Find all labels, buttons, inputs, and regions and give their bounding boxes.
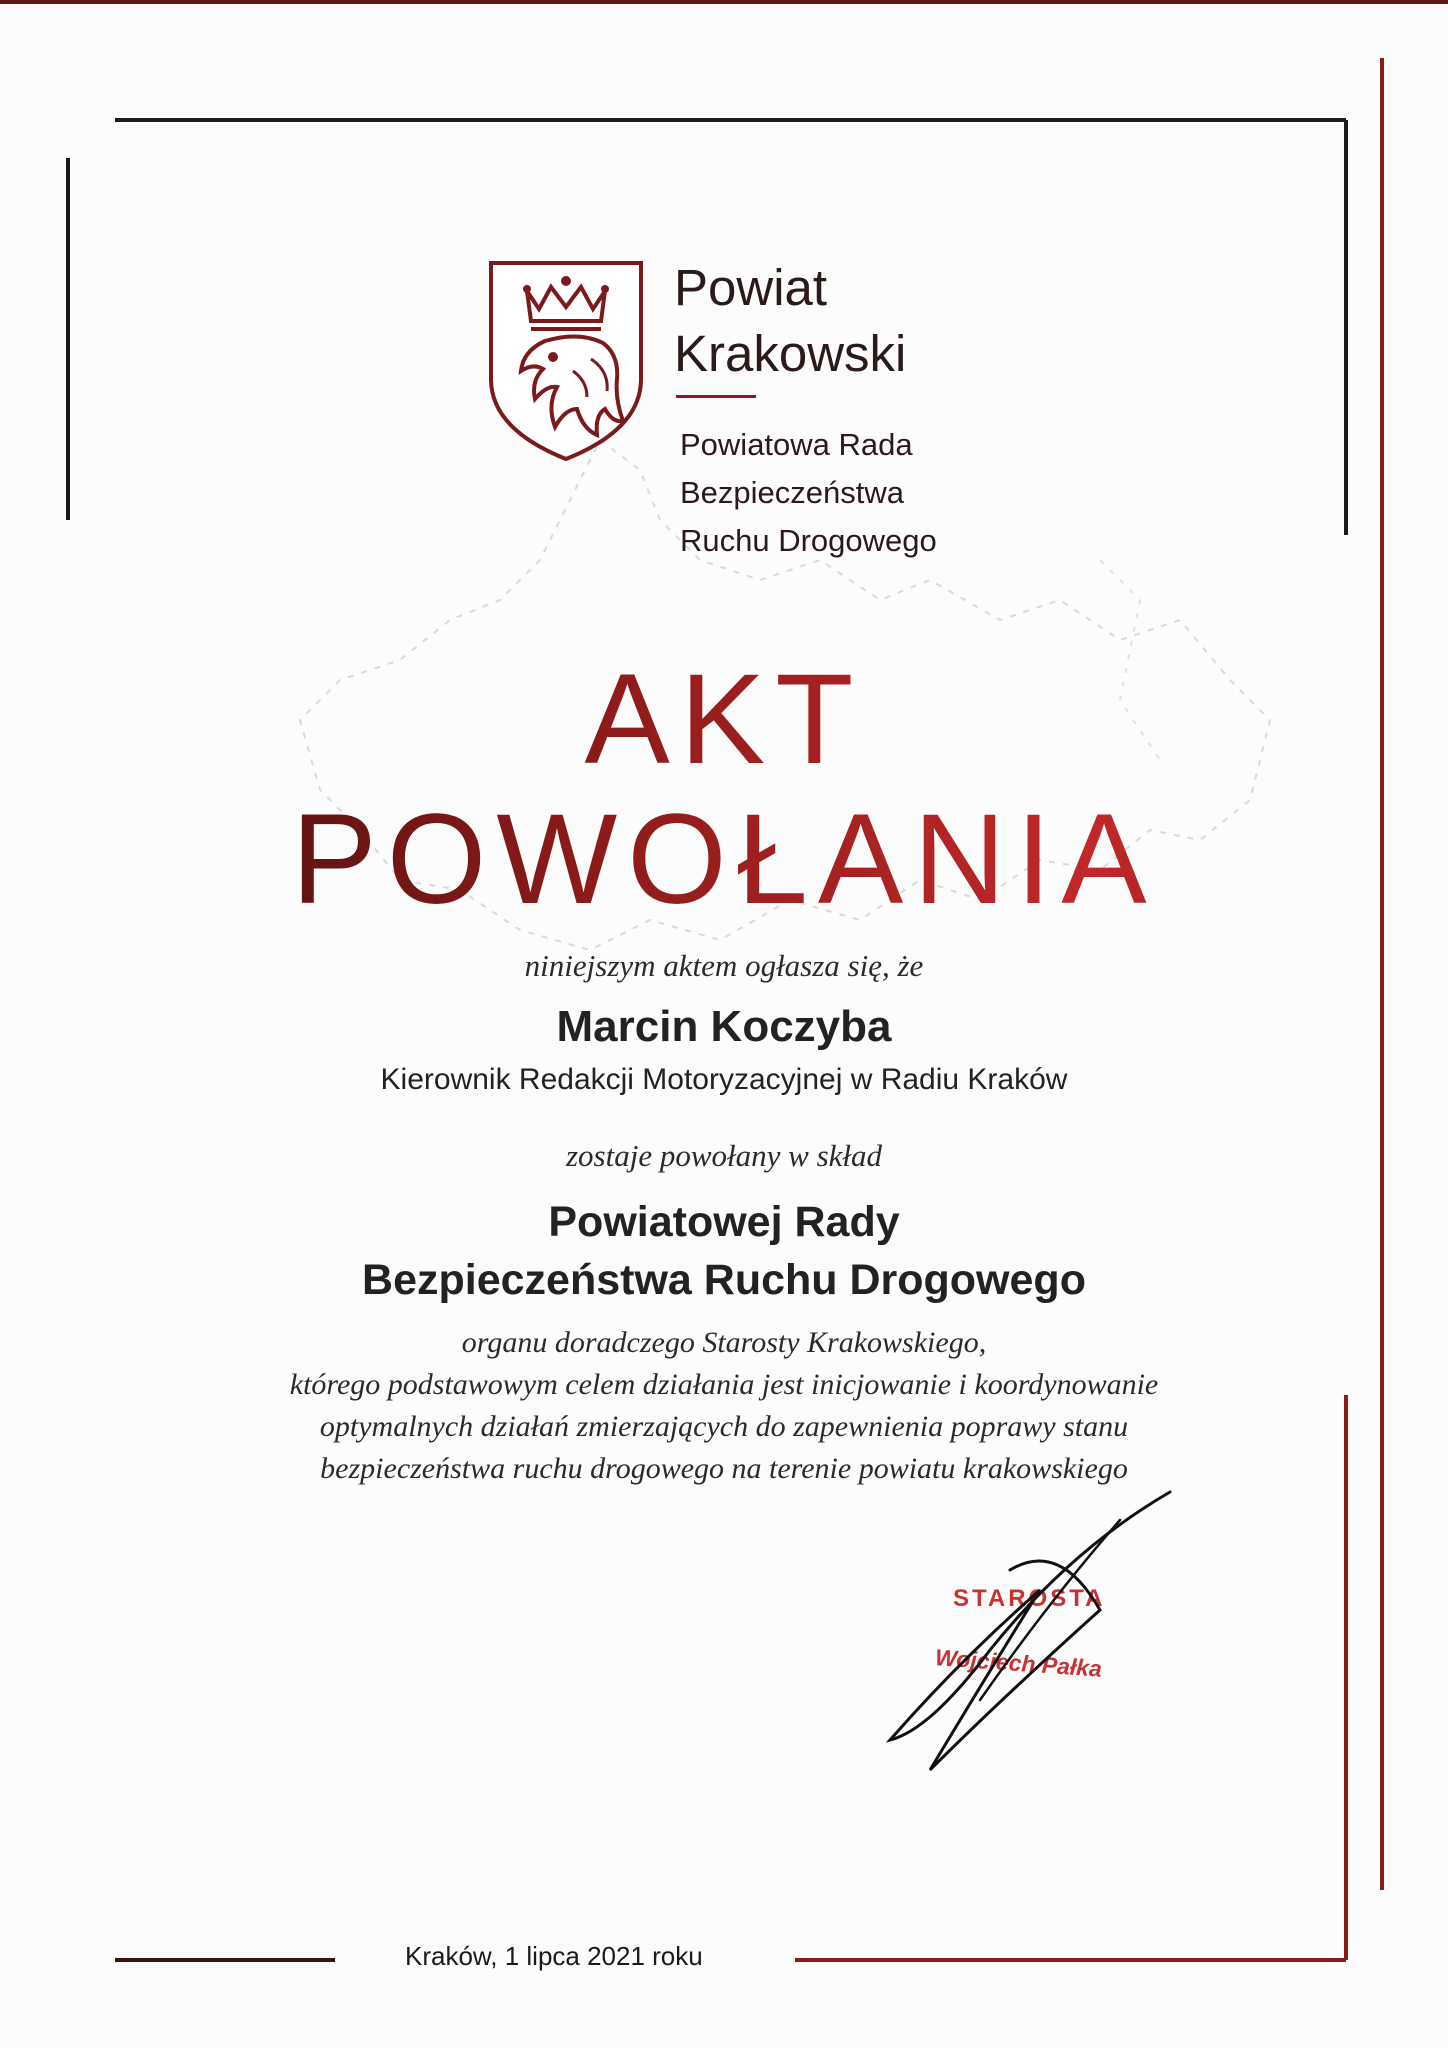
stamp-name: Wojciech Pałka: [934, 1644, 1103, 1682]
council-header-line1: Powiatowa Rada: [680, 427, 913, 462]
document-title-line2: POWOŁANIA: [291, 788, 1157, 931]
document-title: [0, 650, 1448, 930]
person-role: Kierownik Redakcji Motoryzacyjnej w Radiu Kraków: [380, 1063, 1068, 1096]
county-name-line2: Krakowski: [674, 325, 907, 382]
council-name-line1: Powiatowej Rady: [548, 1198, 900, 1246]
description-line2: którego podstawowym celem działania jest inicjowanie i koordynowanie: [289, 1368, 1159, 1401]
council-name-line2: Bezpieczeństwa Ruchu Drogowego: [362, 1256, 1086, 1304]
place-and-date: Kraków, 1 lipca 2021 roku: [405, 1941, 703, 1971]
appointed-text: zostaje powołany w skład: [565, 1138, 883, 1173]
stamp-title: STAROSTA: [953, 1585, 1106, 1612]
description-line4: bezpieczeństwa ruchu drogowego na terenie powiatu krakowskiego: [320, 1452, 1128, 1485]
person-name: Marcin Koczyba: [556, 1002, 892, 1051]
intro-text: niniejszym aktem ogłasza się, że: [524, 948, 924, 983]
coat-of-arms-icon: [487, 259, 645, 463]
council-name: [0, 1193, 1448, 1309]
description-line1: organu doradczego Starosty Krakowskiego,: [461, 1326, 987, 1359]
description-line3: optymalnych działań zmierzających do zapewnienia poprawy stanu: [319, 1410, 1129, 1443]
council-description: [0, 1322, 1448, 1490]
council-header-line2: Bezpieczeństwa: [680, 475, 905, 510]
county-name: [674, 255, 906, 387]
signature-icon: [870, 1480, 1190, 1780]
title-divider: [676, 395, 756, 398]
header: [487, 255, 1007, 575]
county-name-line1: Powiat: [674, 259, 828, 316]
document-title-line1: AKT: [584, 648, 864, 791]
council-name-header: [680, 421, 937, 565]
council-header-line3: Ruchu Drogowego: [680, 523, 937, 558]
